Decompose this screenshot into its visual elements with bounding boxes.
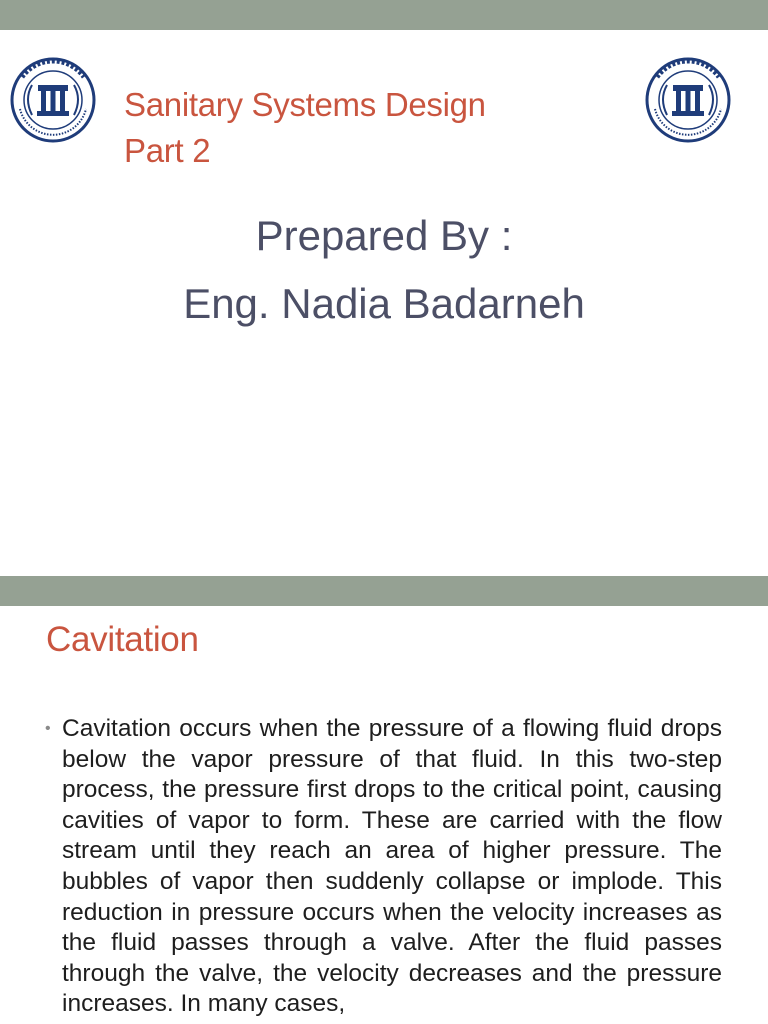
bullet-marker: • — [45, 720, 51, 737]
top-header-band — [0, 0, 768, 30]
prepared-by-label: Prepared By : — [255, 212, 513, 259]
university-seal-icon — [645, 57, 731, 143]
slide-heading: Cavitation — [46, 620, 199, 659]
bullet-text: Cavitation occurs when the pressure of a flowing fluid drops below the vapor pressure of that fluid. In this two-step process, the pressure first drops to the critical point, causing cavities of vapor to form. These are carried with the flow stream until they reach an area of higher pressure. The bubbles of vapor then suddenly collapse or implode. This reduction in pressure occurs when the velocity increases as the fluid passes through a valve. After the fluid passes through the valve, the velocity decreases and the pressure increases. In many cases, — [62, 715, 722, 1018]
title-line-1: Sanitary Systems Design — [124, 86, 486, 123]
slide-divider-band — [0, 576, 768, 606]
university-seal-icon — [10, 57, 96, 143]
slide-title — [124, 82, 486, 174]
title-line-2: Part 2 — [124, 132, 211, 169]
author-name: Eng. Nadia Badarneh — [183, 280, 585, 327]
title-slide — [0, 30, 768, 576]
prepared-by-block — [0, 202, 768, 338]
bullet-paragraph — [45, 714, 722, 1020]
cavitation-slide — [0, 606, 768, 1024]
